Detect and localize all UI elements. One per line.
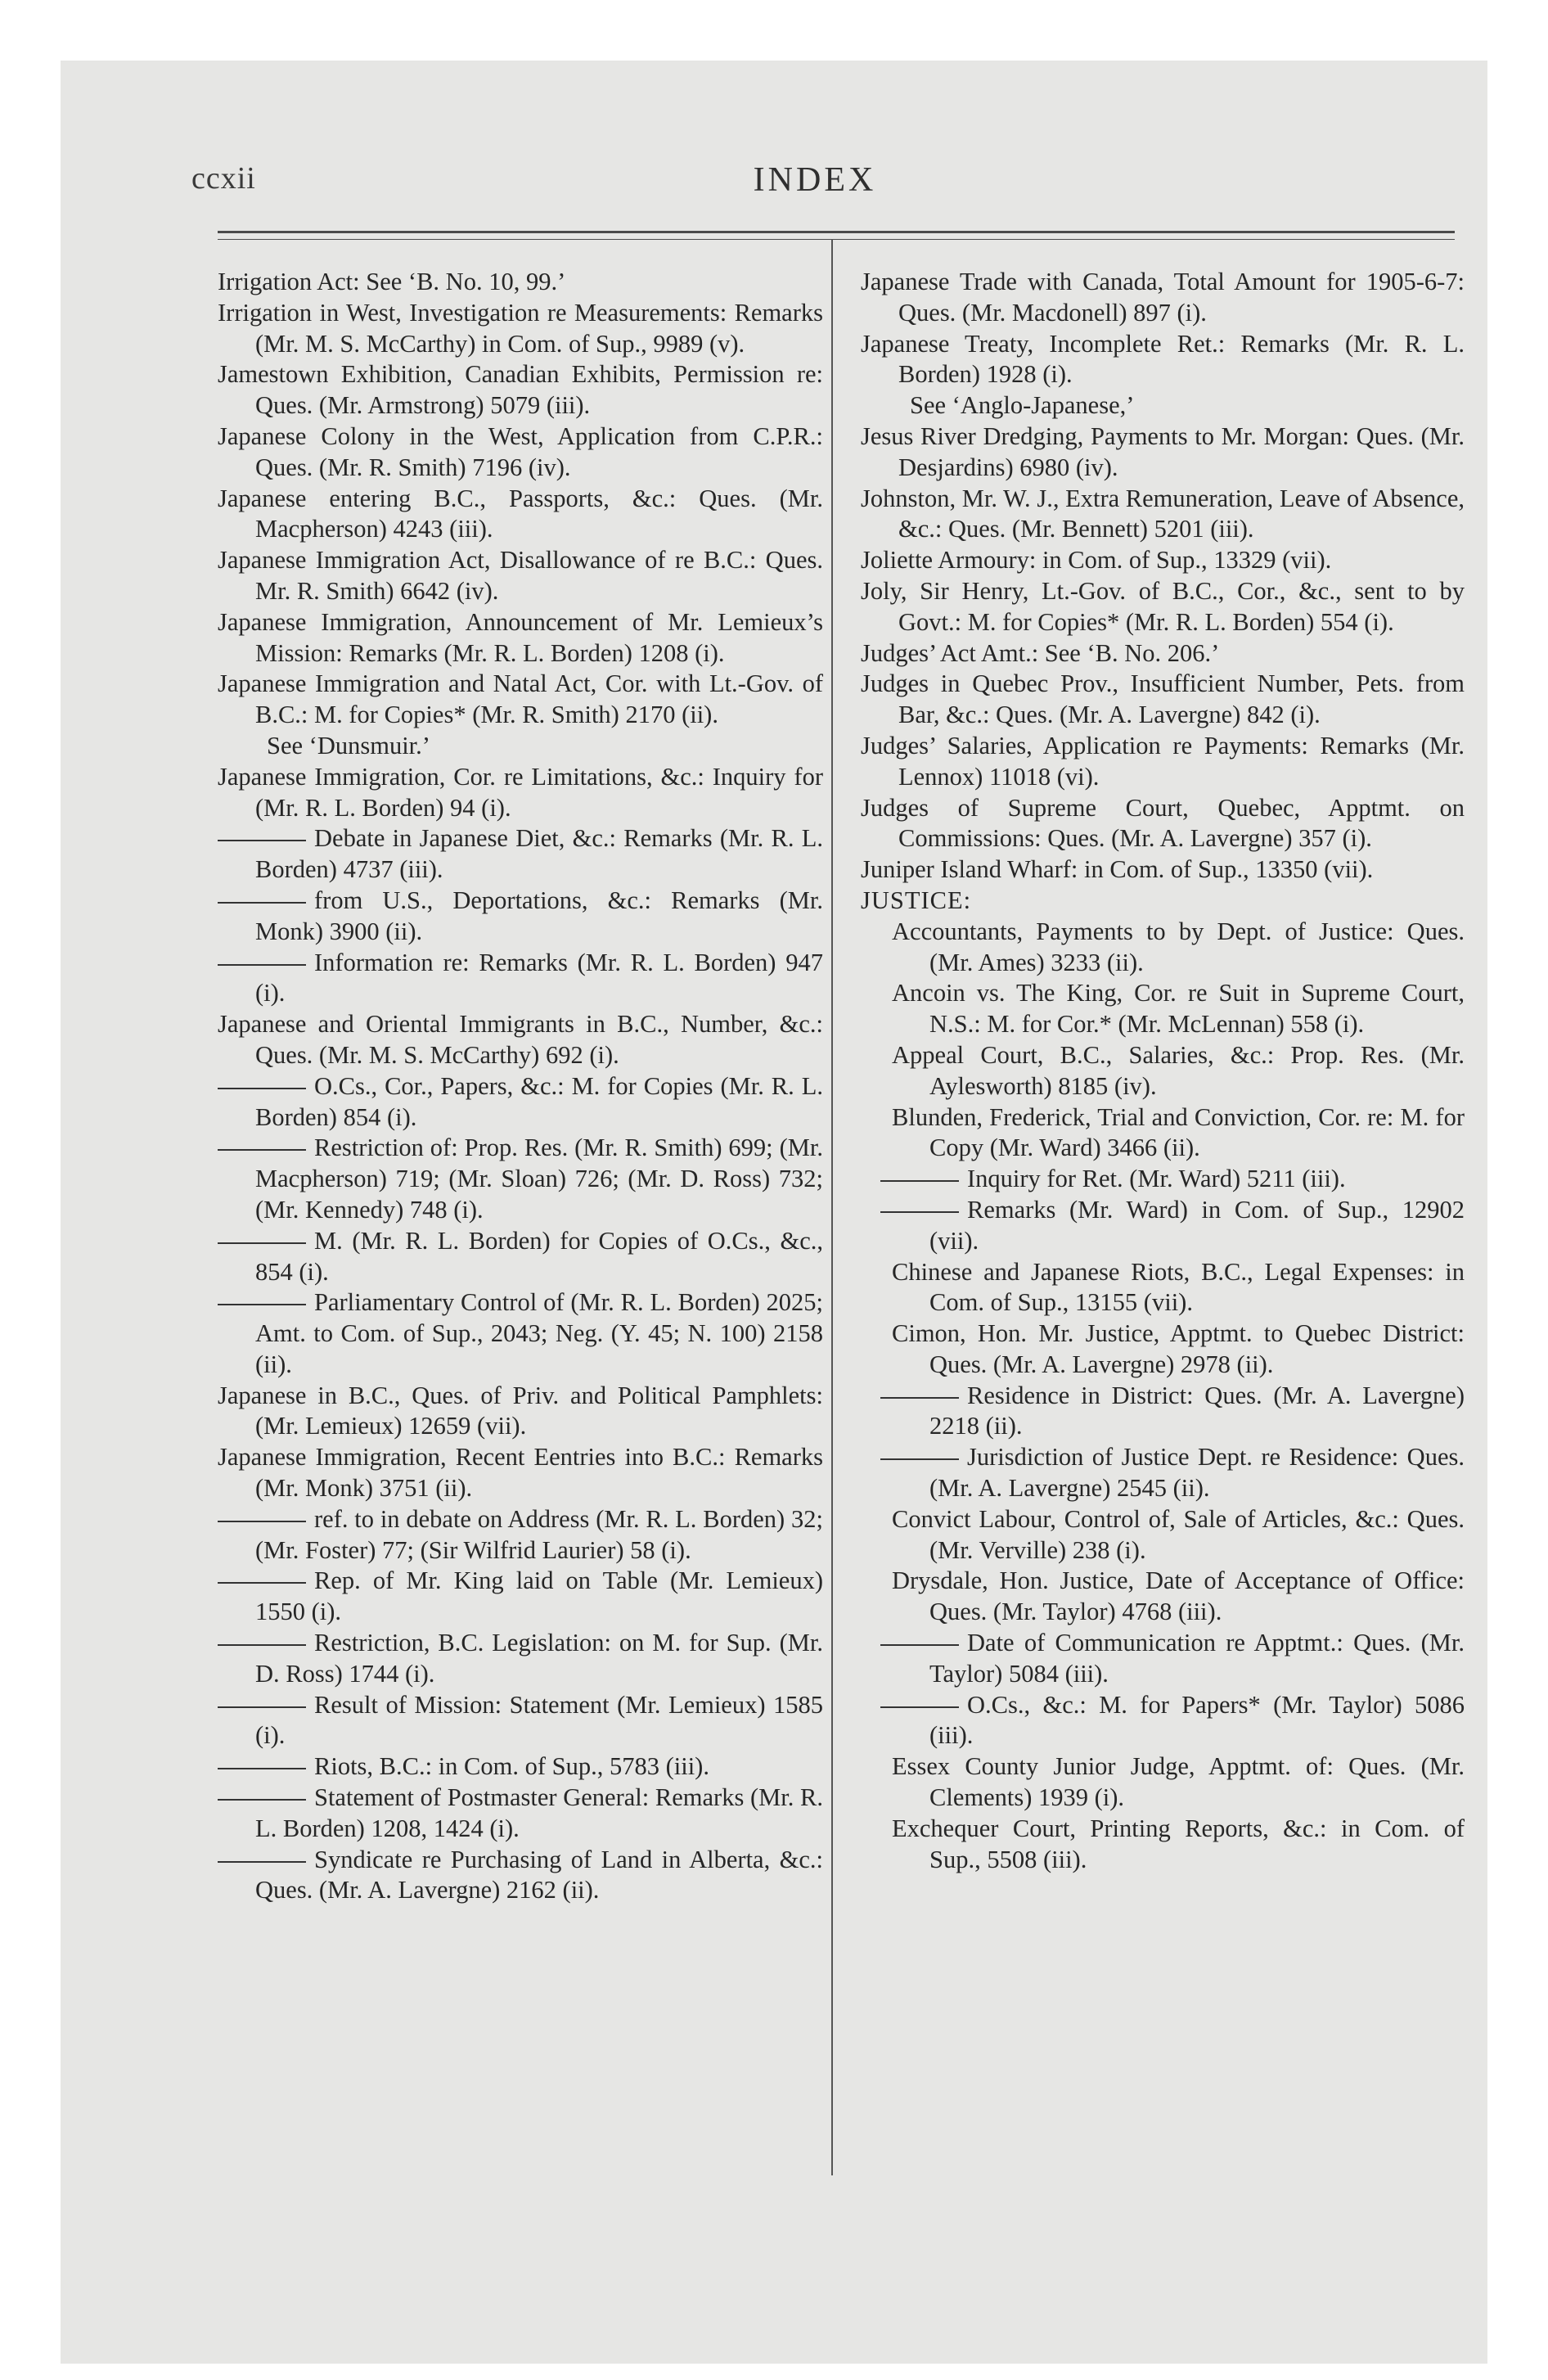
index-subentry: O.Cs., &c.: M. for Papers* (Mr. Taylor) 5086 (iii). xyxy=(861,1690,1465,1752)
index-entry: Japanese Treaty, Incomplete Ret.: Remarks (Mr. R. L. Borden) 1928 (i). xyxy=(861,329,1465,389)
header-rule xyxy=(218,231,1455,233)
index-entry: Irrigation in West, Investigation re Measurements: Remarks (Mr. M. S. McCarthy) in Com. of Sup., 9989 (v). xyxy=(218,298,823,358)
index-subentry: Statement of Postmaster General: Remarks (Mr. R. L. Borden) 1208, 1424 (i). xyxy=(218,1783,823,1845)
see-reference: See ‘Dunsmuir.’ xyxy=(267,731,430,760)
header-rule-thin xyxy=(218,239,1455,240)
index-subentry: Rep. of Mr. King laid on Table (Mr. Lemieux) 1550 (i). xyxy=(218,1566,823,1628)
index-entry: Juniper Island Wharf: in Com. of Sup., 13350 (vii). xyxy=(861,855,1374,884)
index-entry: Japanese entering B.C., Passports, &c.: Ques. (Mr. Macpherson) 4243 (iii). xyxy=(218,484,823,543)
index-entry: Drysdale, Hon. Justice, Date of Acceptance of Office: Ques. (Mr. Taylor) 4768 (iii). xyxy=(892,1566,1465,1626)
index-entry: Japanese in B.C., Ques. of Priv. and Political Pamphlets: (Mr. Lemieux) 12659 (vii). xyxy=(218,1381,823,1440)
index-subentry: Parliamentary Control of (Mr. R. L. Borden) 2025; Amt. to Com. of Sup., 2043; Neg. (Y. 45; N. 100) 2158 (ii). xyxy=(218,1287,823,1380)
index-subentry: Debate in Japanese Diet, &c.: Remarks (Mr. R. L. Borden) 4737 (iii). xyxy=(218,823,823,886)
page-title: INDEX xyxy=(753,161,877,199)
index-subentry: Remarks (Mr. Ward) in Com. of Sup., 12902 (vii). xyxy=(861,1195,1465,1257)
index-entry: Cimon, Hon. Mr. Justice, Apptmt. to Quebec District: Ques. (Mr. A. Lavergne) 2978 (ii). xyxy=(892,1319,1465,1378)
index-entry: Jamestown Exhibition, Canadian Exhibits, Permission re: Ques. (Mr. Armstrong) 5079 (iii). xyxy=(218,360,823,420)
index-entry: Judges’ Act Amt.: See ‘B. No. 206.’ xyxy=(861,638,1220,667)
index-subentry: Syndicate re Purchasing of Land in Alberta, &c.: Ques. (Mr. A. Lavergne) 2162 (ii). xyxy=(218,1845,823,1907)
right-column xyxy=(861,267,1465,1875)
index-subentry: O.Cs., Cor., Papers, &c.: M. for Copies (Mr. R. L. Borden) 854 (i). xyxy=(218,1071,823,1134)
index-entry: Judges’ Salaries, Application re Payments: Remarks (Mr. Lennox) 11018 (vi). xyxy=(861,731,1465,791)
index-entry: Exchequer Court, Printing Reports, &c.: in Com. of Sup., 5508 (iii). xyxy=(892,1814,1465,1873)
index-entry: Judges in Quebec Prov., Insufficient Number, Pets. from Bar, &c.: Ques. (Mr. A. Lavergne) 842 (i). xyxy=(861,669,1465,729)
index-entry: Joliette Armoury: in Com. of Sup., 13329 (vii). xyxy=(861,546,1332,575)
index-entry: Irrigation Act: See ‘B. No. 10, 99.’ xyxy=(218,268,566,295)
left-column xyxy=(218,267,823,1906)
index-subentry: Inquiry for Ret. (Mr. Ward) 5211 (iii). xyxy=(861,1164,1465,1195)
section-heading: JUSTICE: xyxy=(861,886,972,914)
index-subentry: Riots, B.C.: in Com. of Sup., 5783 (iii). xyxy=(218,1751,823,1783)
index-entry: Japanese Immigration Act, Disallowance of re B.C.: Ques. Mr. R. Smith) 6642 (iv). xyxy=(218,546,823,605)
index-entry: Japanese Immigration, Announcement of Mr. Lemieux’s Mission: Remarks (Mr. R. L. Borden) 1208 (i). xyxy=(218,607,823,667)
index-entry: Judges of Supreme Court, Quebec, Apptmt. on Commissions: Ques. (Mr. A. Lavergne) 357 (i). xyxy=(861,793,1465,853)
index-entry: Convict Labour, Control of, Sale of Articles, &c.: Ques. (Mr. Verville) 238 (i). xyxy=(892,1504,1465,1564)
index-entry: Essex County Junior Judge, Apptmt. of: Ques. (Mr. Clements) 1939 (i). xyxy=(892,1752,1465,1812)
index-entry: Japanese Immigration and Natal Act, Cor. with Lt.-Gov. of B.C.: M. for Copies* (Mr. R. Smith) 2170 (ii). xyxy=(218,669,823,729)
index-subentry: Residence in District: Ques. (Mr. A. Lavergne) 2218 (ii). xyxy=(861,1381,1465,1443)
index-entry: Japanese Immigration, Cor. re Limitations, &c.: Inquiry for (Mr. R. L. Borden) 94 (i). xyxy=(218,762,823,822)
index-entry: Ancoin vs. The King, Cor. re Suit in Supreme Court, N.S.: M. for Cor.* (Mr. McLennan) 558 (i). xyxy=(892,979,1465,1039)
index-entry: Japanese Immigration, Recent Eentries into B.C.: Remarks (Mr. Monk) 3751 (ii). xyxy=(218,1443,823,1503)
index-entry: Japanese and Oriental Immigrants in B.C., Number, &c.: Ques. (Mr. M. S. McCarthy) 692 (i). xyxy=(218,1010,823,1069)
index-subentry: ref. to in debate on Address (Mr. R. L. Borden) 32; (Mr. Foster) 77; (Sir Wilfrid Laurier) 58 (i). xyxy=(218,1504,823,1566)
page-number: ccxii xyxy=(191,161,256,196)
index-subentry: Result of Mission: Statement (Mr. Lemieux) 1585 (i). xyxy=(218,1690,823,1752)
index-subentry: Information re: Remarks (Mr. R. L. Borden) 947 (i). xyxy=(218,948,823,1010)
index-entry: Appeal Court, B.C., Salaries, &c.: Prop. Res. (Mr. Aylesworth) 8185 (iv). xyxy=(892,1040,1465,1100)
index-subentry: M. (Mr. R. L. Borden) for Copies of O.Cs., &c., 854 (i). xyxy=(218,1226,823,1288)
index-entry: Japanese Colony in the West, Application from C.P.R.: Ques. (Mr. R. Smith) 7196 (iv). xyxy=(218,421,823,481)
index-subentry: Date of Communication re Apptmt.: Ques. (Mr. Taylor) 5084 (iii). xyxy=(861,1628,1465,1690)
index-entry: Joly, Sir Henry, Lt.-Gov. of B.C., Cor., &c., sent to by Govt.: M. for Copies* (Mr. R. L. Borden) 554 (i). xyxy=(861,576,1465,636)
index-entry: Accountants, Payments to by Dept. of Justice: Ques. (Mr. Ames) 3233 (ii). xyxy=(892,917,1465,976)
index-subentry: from U.S., Deportations, &c.: Remarks (Mr. Monk) 3900 (ii). xyxy=(218,886,823,948)
index-entry: Chinese and Japanese Riots, B.C., Legal Expenses: in Com. of Sup., 13155 (vii). xyxy=(892,1257,1465,1317)
column-divider xyxy=(831,239,833,2175)
index-entry: Blunden, Frederick, Trial and Conviction, Cor. re: M. for Copy (Mr. Ward) 3466 (ii). xyxy=(892,1102,1465,1162)
index-entry: Johnston, Mr. W. J., Extra Remuneration, Leave of Absence, &c.: Ques. (Mr. Bennett) 5201 (iii). xyxy=(861,484,1465,543)
index-entry: Jesus River Dredging, Payments to Mr. Morgan: Ques. (Mr. Desjardins) 6980 (iv). xyxy=(861,421,1465,481)
index-subentry: Restriction of: Prop. Res. (Mr. R. Smith) 699; (Mr. Macpherson) 719; (Mr. Sloan) 726; (Mr. D. Ross) 732; (Mr. Kennedy) 748 (i). xyxy=(218,1133,823,1225)
index-entry: Japanese Trade with Canada, Total Amount for 1905-6-7: Ques. (Mr. Macdonell) 897 (i). xyxy=(861,268,1465,327)
index-subentry: Jurisdiction of Justice Dept. re Residence: Ques. (Mr. A. Lavergne) 2545 (ii). xyxy=(861,1442,1465,1504)
index-subentry: Restriction, B.C. Legislation: on M. for Sup. (Mr. D. Ross) 1744 (i). xyxy=(218,1628,823,1690)
see-reference: See ‘Anglo-Japanese,’ xyxy=(910,391,1135,420)
